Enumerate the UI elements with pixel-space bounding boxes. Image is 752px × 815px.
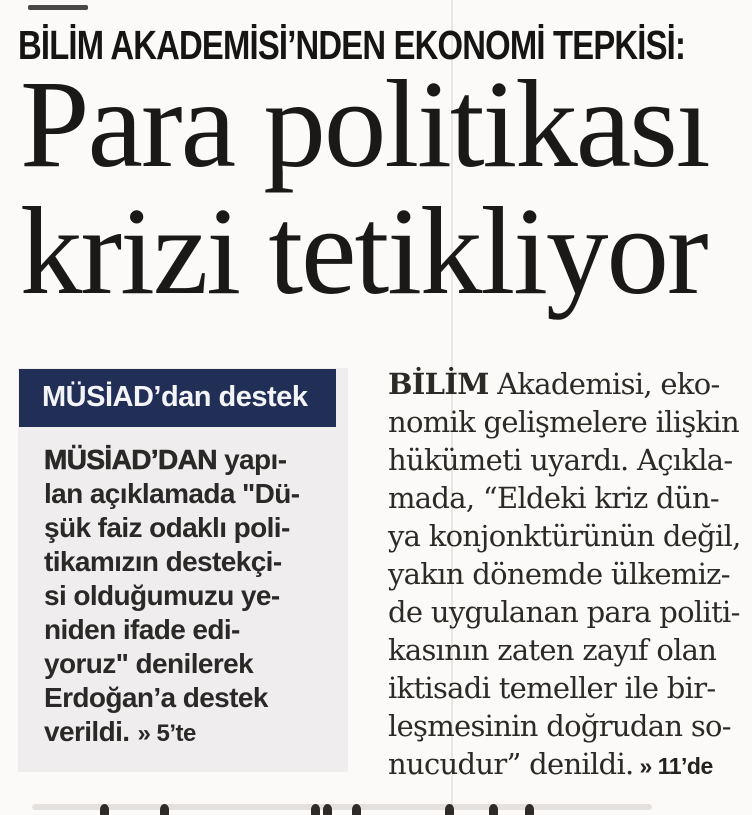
cropped-letter-top [445, 804, 454, 815]
cropped-next-headline [0, 795, 752, 813]
cropped-letter-top [323, 804, 332, 815]
cropped-letter-top [352, 804, 361, 815]
article-last-words: nucudur” denildi. [388, 747, 634, 781]
article-text-line [388, 365, 752, 403]
cropped-letter-top [160, 804, 169, 815]
article-text-line: hükümeti uyardı. Açıkla- [388, 443, 733, 477]
cropped-text-smear [32, 804, 652, 810]
sidebar-last-line [44, 715, 340, 751]
main-headline [20, 56, 709, 321]
cropped-letter-top [311, 804, 320, 815]
sidebar-lead-word: MÜSİAD’DAN [44, 444, 217, 475]
cropped-letter-top [489, 804, 498, 815]
article-column [388, 365, 752, 785]
article-text-line: de uygulanan para politi- [388, 595, 740, 629]
kicker-headline: BİLİM AKADEMİSİ’NDEN EKONOMİ TEPKİSİ: [18, 22, 686, 68]
cropped-letter-top [100, 804, 109, 815]
article-text-line: kasının zaten zayıf olan [388, 633, 717, 667]
sidebar-body [44, 443, 340, 751]
sidebar-text-line: şük faiz odaklı poli- [44, 512, 290, 543]
article-last-line [388, 745, 752, 785]
article-text-line: leşmesinin doğrudan so- [388, 709, 731, 743]
article-page-ref: » 11’de [639, 753, 713, 779]
headline-line-1: Para politikası [20, 56, 709, 194]
sidebar-text-line: yoruz" denilerek [44, 648, 254, 679]
article-text-line: ya konjonktürünün değil, [388, 519, 741, 553]
article-lead-word: BİLİM [388, 367, 489, 401]
article-line-rest: Akademisi, eko- [488, 367, 720, 401]
sidebar-text-line: Erdoğan’a destek [44, 682, 268, 713]
sidebar-line-rest: yapı- [216, 444, 287, 475]
article-text-line: yakın dönemde ülkemiz- [388, 557, 730, 591]
headline-line-2: krizi tetikliyor [20, 183, 707, 321]
sidebar-text-line: tikamızın destekçi- [44, 546, 282, 577]
sidebar-text-line: lan açıklamada "Dü- [44, 478, 300, 509]
sidebar-page-ref: » 5’te [137, 720, 196, 747]
sidebar-header: MÜSİAD’dan destek [19, 369, 336, 427]
article-text-line: iktisadi temeller ile bir- [388, 671, 716, 705]
article-text-line: mada, “Eldeki kriz dün- [388, 481, 719, 515]
sidebar-text-line: niden ifade edi- [44, 614, 240, 645]
sidebar-last-words: verildi. [44, 716, 130, 747]
sidebar-text-line: si olduğumuzu ye- [44, 580, 280, 611]
sidebar-box [18, 368, 348, 772]
cropped-letter-top [525, 804, 534, 815]
scan-artifact-line [28, 5, 88, 10]
sidebar-text-line [44, 443, 340, 477]
article-text-line: nomik gelişmelere ilişkin [388, 405, 739, 439]
